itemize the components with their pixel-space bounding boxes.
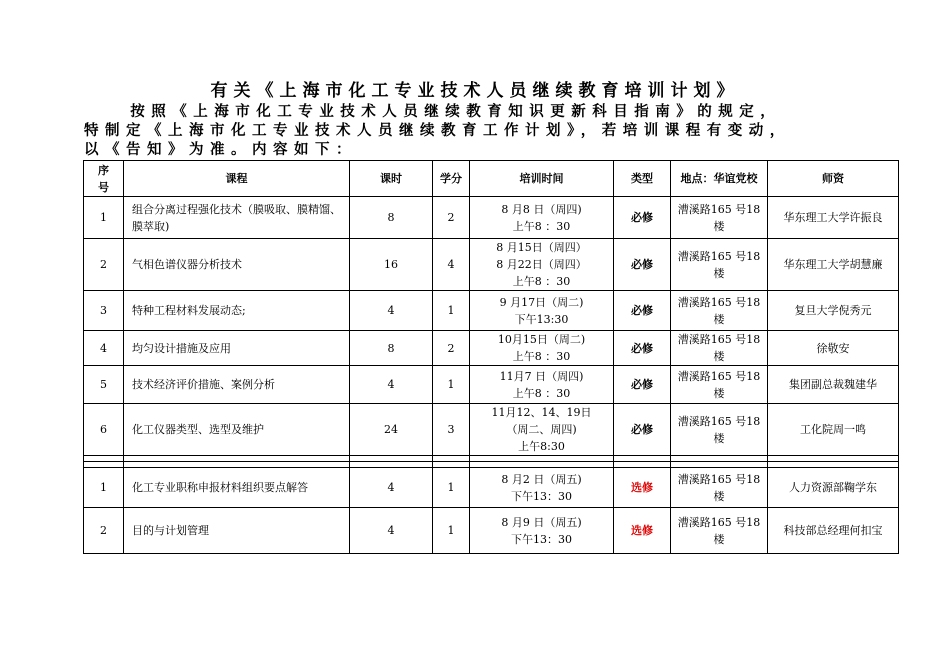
- course-credits: 1: [433, 366, 470, 404]
- header-course: 课程: [124, 161, 350, 197]
- training-time-line: 上午8 ：30: [512, 219, 571, 233]
- course-name: 化工仪器类型、选型及维护: [124, 404, 350, 456]
- course-name: 组合分离过程强化技术（膜吸取、膜精馏、膜萃取): [124, 197, 350, 239]
- training-time-line: （周二、周四): [506, 423, 577, 436]
- course-type: 选修: [614, 468, 671, 508]
- row-number: 1: [84, 468, 124, 508]
- course-name: 特种工程材料发展动态;: [124, 291, 350, 331]
- training-time-line: 上午8:30: [518, 440, 565, 453]
- location-line: 楼: [713, 350, 725, 363]
- intro-paragraph: [84, 103, 904, 160]
- header-no: 序 号: [84, 161, 124, 197]
- intro-line: 按照《上海市化工专业技术人员继续教育知识更新科目指南》的规定，: [84, 104, 782, 120]
- training-time-line: 下午13：30: [511, 532, 572, 546]
- course-name: 技术经济评价措施、案例分析: [124, 366, 350, 404]
- course-hours: 8: [350, 197, 433, 239]
- course-type: 必修: [614, 291, 671, 331]
- teacher: 华东理工大学胡慧廉: [768, 239, 899, 291]
- location-line: 楼: [713, 489, 725, 503]
- training-time-line: 10月15日（周二): [497, 333, 586, 346]
- training-time: [470, 468, 614, 508]
- location-line: 楼: [713, 312, 725, 326]
- required-course-row: [84, 197, 899, 239]
- course-type: 必修: [614, 404, 671, 456]
- course-name: 气相色谱仪器分析技术: [124, 239, 350, 291]
- training-schedule-table: [83, 160, 899, 554]
- row-number: 5: [84, 366, 124, 404]
- location: [671, 468, 768, 508]
- required-course-row: [84, 239, 899, 291]
- training-time-line: 上午8 ：30: [512, 386, 571, 400]
- course-name: 均匀设计措施及应用: [124, 331, 350, 366]
- course-type: 必修: [614, 239, 671, 291]
- header-time: 培训时间: [470, 161, 614, 197]
- course-credits: 1: [433, 468, 470, 508]
- teacher: 人力资源部鞠学东: [768, 468, 899, 508]
- training-time-line: 上午8 ：30: [512, 350, 571, 363]
- row-number: 6: [84, 404, 124, 456]
- required-course-row: [84, 291, 899, 331]
- training-time-line: 8 月8 日（周四): [501, 202, 582, 216]
- training-time: [470, 404, 614, 456]
- row-number: 1: [84, 197, 124, 239]
- header-hours: 课时: [350, 161, 433, 197]
- location-line: 漕溪路165 号18: [677, 333, 761, 346]
- training-time: [470, 197, 614, 239]
- course-hours: 4: [350, 468, 433, 508]
- location-line: 漕溪路165 号18: [677, 202, 761, 216]
- row-number: 3: [84, 291, 124, 331]
- training-time: [470, 239, 614, 291]
- course-credits: 1: [433, 508, 470, 554]
- course-type: 必修: [614, 366, 671, 404]
- document-title: 有关《上海市化工专业技术人员继续教育培训计划》: [210, 81, 740, 101]
- table-header-row: [84, 161, 899, 197]
- training-time-line: 11月7 日（周四): [499, 369, 584, 383]
- teacher: 华东理工大学许振良: [768, 197, 899, 239]
- location: [671, 366, 768, 404]
- header-type: 类型: [614, 161, 671, 197]
- location-line: 漕溪路165 号18: [677, 472, 761, 486]
- row-number: 2: [84, 508, 124, 554]
- teacher: 集团副总裁魏建华: [768, 366, 899, 404]
- required-course-row: [84, 404, 899, 456]
- row-number: 4: [84, 331, 124, 366]
- header-teacher: 师资: [768, 161, 899, 197]
- training-time-line: 8 月15日（周四）: [496, 241, 587, 254]
- required-course-row: [84, 366, 899, 404]
- teacher: 工化院周一鸣: [768, 404, 899, 456]
- training-time-line: 8 月22日（周四）: [496, 258, 587, 271]
- course-name: 化工专业职称申报材料组织要点解答: [124, 468, 350, 508]
- training-time: [470, 508, 614, 554]
- training-time: [470, 291, 614, 331]
- course-hours: 4: [350, 508, 433, 554]
- teacher: 徐敬安: [768, 331, 899, 366]
- location-line: 楼: [713, 386, 725, 400]
- training-time: [470, 366, 614, 404]
- location: [671, 331, 768, 366]
- location-line: 漕溪路165 号18: [677, 249, 761, 263]
- course-hours: 24: [350, 404, 433, 456]
- required-course-row: [84, 331, 899, 366]
- location-line: 楼: [713, 431, 725, 445]
- course-name: 目的与计划管理: [124, 508, 350, 554]
- course-credits: 2: [433, 197, 470, 239]
- location: [671, 404, 768, 456]
- course-type: 必修: [614, 331, 671, 366]
- training-time-line: 下午13:30: [514, 312, 569, 326]
- header-location: 地点：华谊党校: [671, 161, 768, 197]
- intro-line: 以《告知》为准。内容如下：: [84, 142, 357, 158]
- elective-course-row: [84, 508, 899, 554]
- training-time-line: 8 月2 日（周五): [501, 472, 582, 486]
- training-time-line: 9 月17日（周二): [499, 295, 584, 309]
- training-time-line: 8 月9 日（周五): [501, 515, 582, 529]
- course-hours: 8: [350, 331, 433, 366]
- course-type: 选修: [614, 508, 671, 554]
- course-hours: 16: [350, 239, 433, 291]
- location-line: 楼: [713, 266, 725, 280]
- header-credits: 学分: [433, 161, 470, 197]
- location-line: 楼: [713, 532, 725, 546]
- location-line: 漕溪路165 号18: [677, 295, 761, 309]
- location-line: 漕溪路165 号18: [677, 414, 761, 428]
- training-time: [470, 331, 614, 366]
- course-hours: 4: [350, 366, 433, 404]
- intro-line: 特制定《上海市化工专业技术人员继续教育工作计划》，若培训课程有变动，: [84, 123, 791, 139]
- course-hours: 4: [350, 291, 433, 331]
- training-time-line: 下午13：30: [511, 489, 572, 503]
- course-credits: 2: [433, 331, 470, 366]
- course-credits: 3: [433, 404, 470, 456]
- location: [671, 508, 768, 554]
- location: [671, 197, 768, 239]
- location-line: 楼: [713, 219, 725, 233]
- teacher: 科技部总经理何扣宝: [768, 508, 899, 554]
- row-number: 2: [84, 239, 124, 291]
- teacher: 复旦大学倪秀元: [768, 291, 899, 331]
- location-line: 漕溪路165 号18: [677, 369, 761, 383]
- elective-course-row: [84, 468, 899, 508]
- course-credits: 1: [433, 291, 470, 331]
- training-time-line: 11月12、14、19日: [491, 406, 592, 419]
- location: [671, 291, 768, 331]
- training-time-line: 上午8 ：30: [512, 275, 571, 288]
- location: [671, 239, 768, 291]
- location-line: 漕溪路165 号18: [677, 515, 761, 529]
- course-credits: 4: [433, 239, 470, 291]
- course-type: 必修: [614, 197, 671, 239]
